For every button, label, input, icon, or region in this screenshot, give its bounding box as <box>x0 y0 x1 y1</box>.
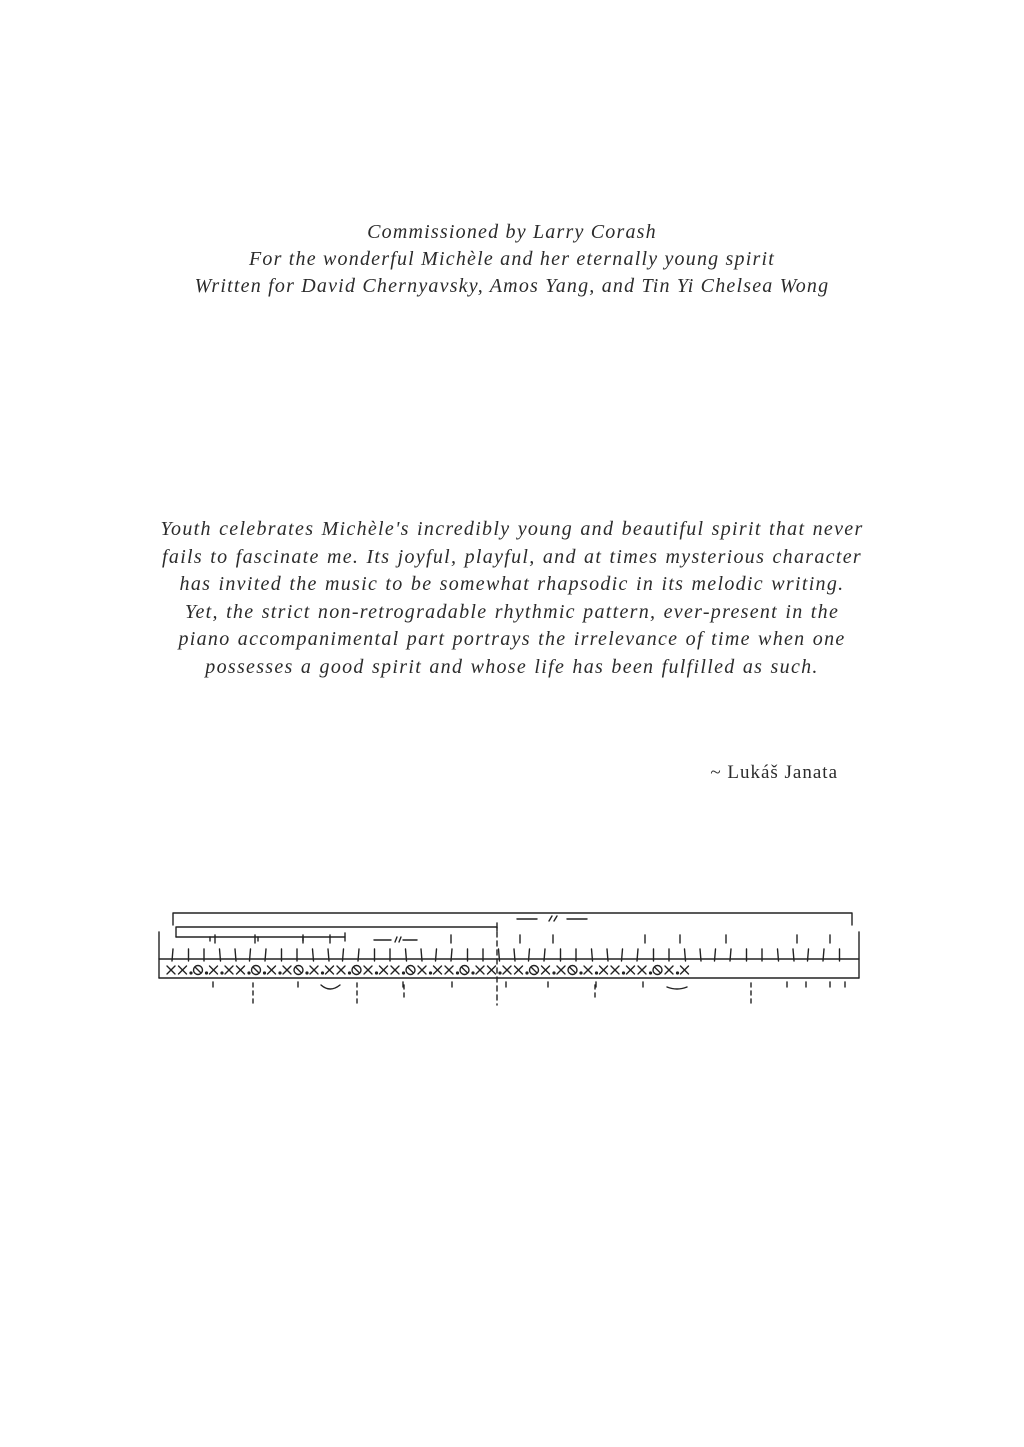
composer-signature: ~ Lukáš Janata <box>710 762 838 783</box>
handwritten-rhythm-sketch-icon <box>155 905 865 1010</box>
dedicatee-line: For the wonderful Michèle and her eternally young spirit <box>248 248 775 270</box>
commission-line: Commissioned by Larry Corash <box>367 221 657 243</box>
performers-line: Written for David Chernyavsky, Amos Yang, and Tin Yi Chelsea Wong <box>194 275 830 297</box>
dedication-block <box>0 219 1024 300</box>
program-note: Youth celebrates Michèle's incredibly young and beautiful spirit that never fails to fascinate me. Its joyful, playful, and at times mysterious character has invited the music to be somewhat rhapsodic in its melodic writing. Yet, the strict non-retrogradable rhythmic pattern, ever-present in the piano accompanimental part portrays the irrelevance of time when one possesses a good spirit and whose life has been fulfilled as such. <box>160 518 864 678</box>
